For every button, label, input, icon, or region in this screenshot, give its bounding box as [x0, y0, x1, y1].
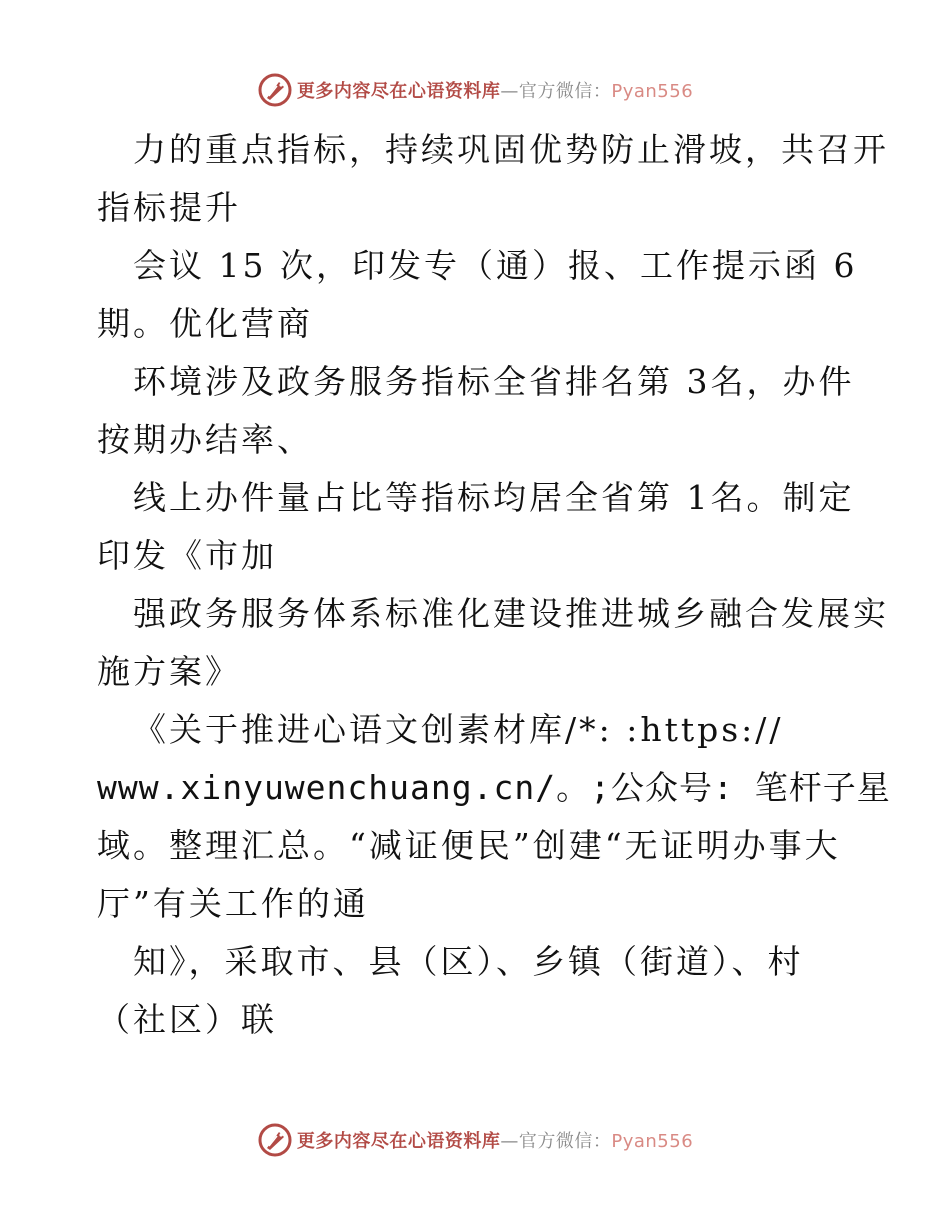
header-dash: —: [500, 81, 519, 102]
footer-dash: —: [500, 1131, 519, 1152]
body-line: 印发《市加: [97, 536, 277, 575]
header-banner: [0, 70, 950, 110]
footer-text: [297, 1127, 693, 1153]
body-line: 强政务服务体系标准化建设推进城乡融合发展实: [133, 594, 889, 633]
header-text: [297, 77, 693, 103]
body-line: 施方案》: [97, 652, 241, 691]
header-brand-text: 更多内容尽在心语资料库: [296, 81, 501, 102]
body-line: www.xinyuwenchuang.cn/。;公众号: 笔杆子星: [97, 768, 891, 807]
body-line: 域。整理汇总。“减证便民”创建“无证明办事大: [97, 826, 841, 865]
header-wechat-id: Pyan556: [611, 81, 694, 102]
body-line: 环境涉及政务服务指标全省排名第 3名，办件: [133, 362, 855, 401]
header-wechat-label: 官方微信：: [518, 81, 612, 102]
footer-brand-text: 更多内容尽在心语资料库: [296, 1131, 501, 1152]
pen-nib-logo-icon: [257, 1122, 293, 1158]
body-line: 知》，采取市、县（区）、乡镇（街道）、村: [133, 942, 804, 981]
body-line: 厅”有关工作的通: [97, 884, 369, 923]
body-line: （社区）联: [97, 1000, 277, 1039]
footer-banner: [0, 1120, 950, 1160]
body-line: 力的重点指标，持续巩固优势防止滑坡，共召开: [133, 130, 889, 169]
body-line: 期。优化营商: [97, 304, 313, 343]
body-line: 按期办结率、: [97, 420, 313, 459]
footer-wechat-label: 官方微信：: [518, 1131, 612, 1152]
body-line: 会议 15 次，印发专（通）报、工作提示函 6: [133, 246, 858, 285]
body-line: 指标提升: [97, 188, 241, 227]
pen-nib-logo-icon: [257, 72, 293, 108]
body-line: 《关于推进心语文创素材库/*: :https://: [133, 710, 784, 749]
footer-wechat-id: Pyan556: [611, 1131, 694, 1152]
body-line: 线上办件量占比等指标均居全省第 1名。制定: [133, 478, 855, 517]
